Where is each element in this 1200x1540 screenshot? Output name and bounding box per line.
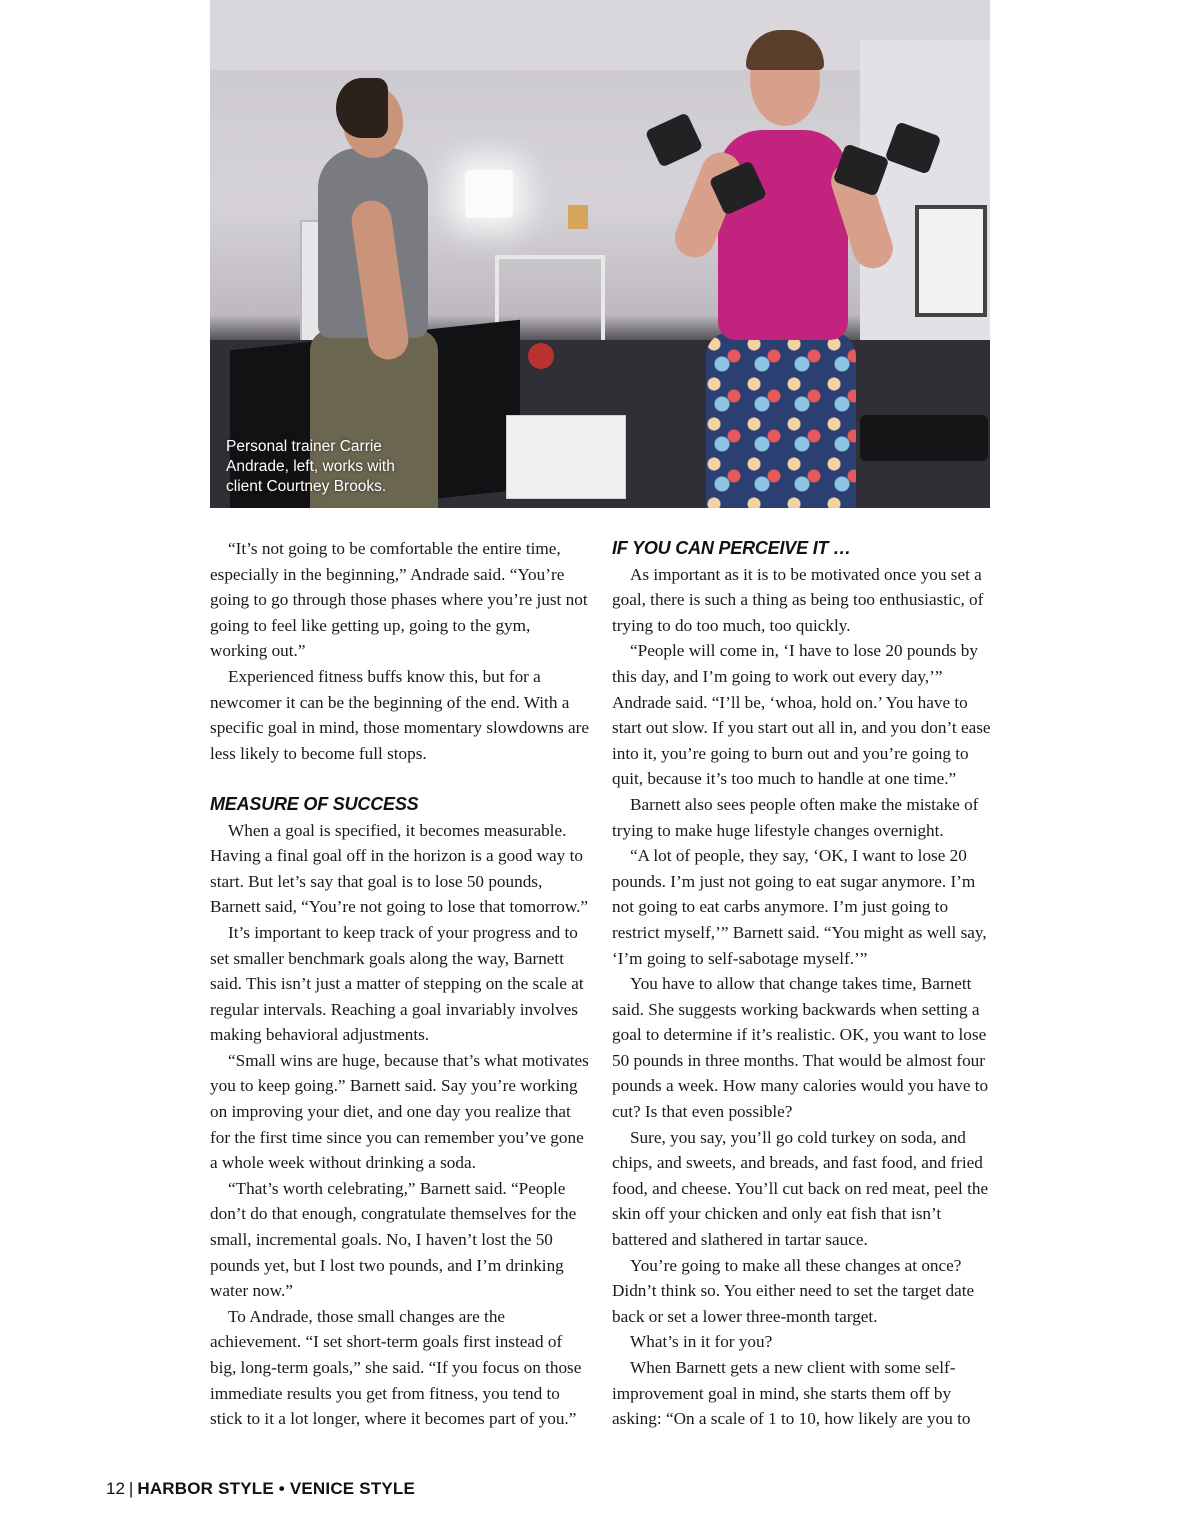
page-footer <box>106 1478 415 1500</box>
paragraph: When Barnett gets a new client with some self-improvement goal in mind, she starts them off by asking: “On a scale of 1 to 10, how likely are you to <box>612 1358 971 1429</box>
paragraph: When a goal is specified, it becomes measurable. Having a final goal off in the horizon is a good way to start. But let’s say that goal is to lose 50 pounds, Barnett said, “You’re not going to lose that tomorrow.” <box>210 820 589 917</box>
photo-white-box <box>506 415 626 499</box>
article-column-left <box>210 536 590 1432</box>
paragraph: What’s in it for you? <box>630 1332 773 1352</box>
footer-separator: | <box>128 1479 134 1498</box>
paragraph: “A lot of people, they say, ‘OK, I want to lose 20 pounds. I’m just not going to eat sugar anymore. I’m not going to eat carbs anymore. I’m just going to restrict myself,’” Barnett said. “You might as well say, ‘I’m going to self-sabotage myself.’” <box>612 846 987 968</box>
client-figure-legs <box>706 332 856 508</box>
paragraph: Barnett also sees people often make the mistake of trying to make huge lifestyle changes overnight. <box>612 794 979 840</box>
paragraph: Sure, you say, you’ll go cold turkey on soda, and chips, and sweets, and breads, and fast food, and fried food, and cheese. You’ll cut back on red meat, peel the skin off your chicken and only eat fish that isn’t battered and slathered in tartar sauce. <box>612 1127 989 1250</box>
photo-medicine-ball <box>528 343 554 369</box>
paragraph: “People will come in, ‘I have to lose 20 pounds by this day, and I’m going to work out every day,’” Andrade said. “I’ll be, ‘whoa, hold on.’ You have to start out slow. If you start out all in, and you don’t ease into it, you’re going to burn out and you’re going to quit, because it’s too much to handle at one time.” <box>612 641 991 789</box>
photo-studio-light <box>465 170 513 218</box>
article-photo <box>210 0 990 508</box>
paragraph: As important as it is to be motivated once you set a goal, there is such a thing as being too enthusiastic, of trying to do too much, too quickly. <box>612 564 984 635</box>
paragraph: “It’s not going to be comfortable the entire time, especially in the beginning,” Andrade said. “You’re going to go through those phases where you’re just not going to feel like getting up, going to the gym, working out.” <box>210 539 588 661</box>
paragraph: It’s important to keep track of your progress and to set smaller benchmark goals along the way, Barnett said. This isn’t just a matter of stepping on the scale at regular intervals. Reaching a goal invariably involves making behavioral adjustments. <box>210 922 584 1045</box>
photo-caption: Personal trainer Carrie Andrade, left, works with client Courtney Brooks. <box>226 438 395 495</box>
paragraph: “That’s worth celebrating,” Barnett said. “People don’t do that enough, congratulate themselves for the small, incremental goals. No, I haven’t lost the 50 pounds yet, but I lost two pounds, and I’m drinking water now.” <box>210 1178 577 1301</box>
publication-name: HARBOR STYLE • VENICE STYLE <box>137 1479 416 1498</box>
paragraph: You have to allow that change takes time, Barnett said. She suggests working backwards when setting a goal to determine if it’s realistic. OK, you want to lose 50 pounds in three months. That would be almost four pounds a week. How many calories would you have to cut? Is that even possible? <box>612 974 989 1122</box>
page-number: 12 <box>106 1479 125 1498</box>
paragraph: Experienced fitness buffs know this, but for a newcomer it can be the beginning of the end. With a specific goal in mind, those momentary slowdowns are less likely to become full stops. <box>210 666 589 763</box>
section-heading-if-you-can-perceive-it: IF YOU CAN PERCEIVE IT … <box>612 538 851 558</box>
photo-whiteboard <box>915 205 987 317</box>
paragraph: “Small wins are huge, because that’s what motivates you to keep going.” Barnett said. Say you’re working on improving your diet, and one day you realize that for the first time since you can remember you’ve gone a whole week without drinking a soda. <box>210 1050 589 1173</box>
paragraph: To Andrade, those small changes are the achievement. “I set short-term goals first instead of big, long-term goals,” she said. “If you focus on those immediate results you get from fitness, you tend to stick to it a lot longer, where it becomes part of you.” <box>210 1306 582 1429</box>
photo-bench <box>860 415 988 461</box>
section-heading-measure-of-success: MEASURE OF SUCCESS <box>210 793 419 814</box>
article-column-right <box>612 536 992 1432</box>
trainer-figure-hair <box>336 78 388 138</box>
paragraph: You’re going to make all these changes at once? Didn’t think so. You either need to set the target date back or set a lower three-month target. <box>612 1255 975 1326</box>
photo-poster <box>568 205 588 229</box>
dumbbell-icon <box>645 112 704 168</box>
